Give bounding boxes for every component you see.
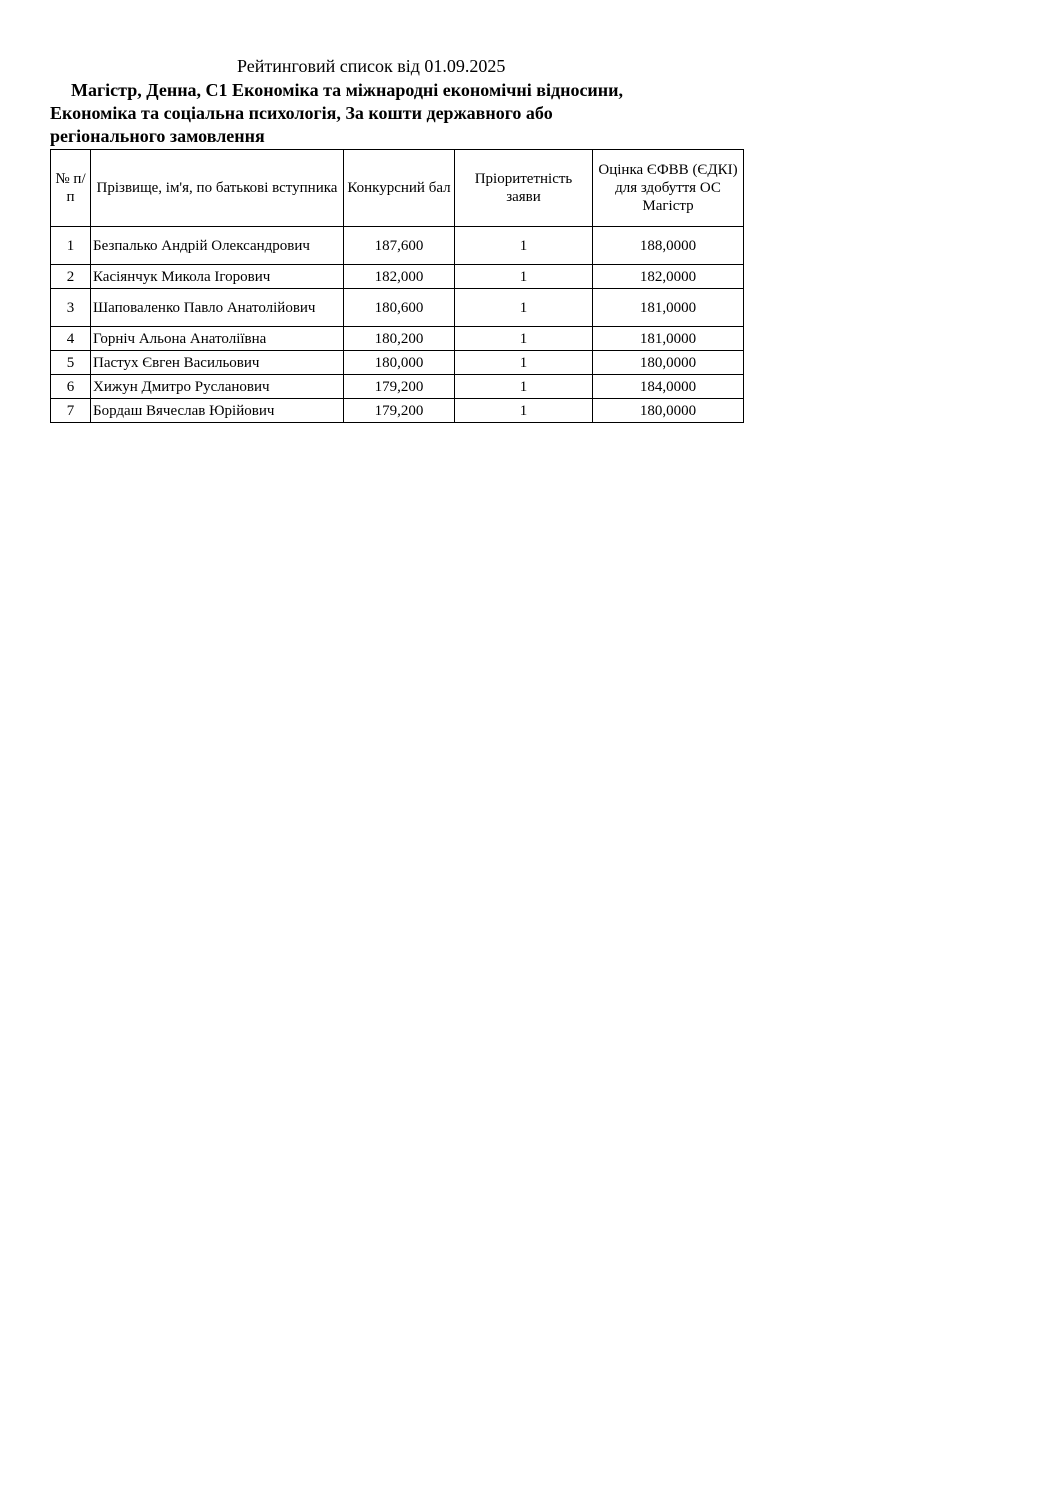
cell-competitive-score: 182,000 [344, 265, 455, 289]
rating-table [50, 149, 744, 423]
table-row [51, 375, 744, 399]
document-title: Рейтинговий список від 01.09.2025 [237, 56, 506, 76]
cell-full-name: Бордаш Вячеслав Юрійович [91, 399, 344, 423]
cell-full-name: Горніч Альона Анатоліївна [91, 327, 344, 351]
cell-priority: 1 [455, 351, 593, 375]
cell-evaluation: 180,0000 [593, 351, 744, 375]
cell-priority: 1 [455, 265, 593, 289]
header-full-name: Прізвище, ім'я, по батькові вступника [91, 150, 344, 227]
cell-number: 6 [51, 375, 91, 399]
header-competitive-score: Конкурсний бал [344, 150, 455, 227]
subtitle-line: Магістр, Денна, C1 Економіка та міжнародні економічні відносини, [71, 80, 624, 100]
header-number: № п/п [51, 150, 91, 227]
table-row [51, 399, 744, 423]
cell-full-name: Пастух Євген Васильович [91, 351, 344, 375]
cell-evaluation: 188,0000 [593, 227, 744, 265]
table-row [51, 265, 744, 289]
table-row [51, 289, 744, 327]
cell-number: 5 [51, 351, 91, 375]
table-header-row [51, 150, 744, 227]
cell-evaluation: 181,0000 [593, 289, 744, 327]
cell-priority: 1 [455, 227, 593, 265]
table-row [51, 227, 744, 265]
subtitle-line: Економіка та соціальна психологія, За кошти державного або [50, 103, 553, 123]
cell-full-name: Касіянчук Микола Ігорович [91, 265, 344, 289]
table-row [51, 327, 744, 351]
cell-evaluation: 180,0000 [593, 399, 744, 423]
cell-competitive-score: 187,600 [344, 227, 455, 265]
cell-priority: 1 [455, 327, 593, 351]
cell-evaluation: 184,0000 [593, 375, 744, 399]
header-exam-evaluation: Оцінка ЄФВВ (ЄДКІ) для здобуття ОС Магістр [593, 150, 744, 227]
cell-competitive-score: 179,200 [344, 399, 455, 423]
cell-priority: 1 [455, 375, 593, 399]
document-subtitle [50, 79, 750, 148]
cell-competitive-score: 180,600 [344, 289, 455, 327]
cell-competitive-score: 179,200 [344, 375, 455, 399]
cell-number: 2 [51, 265, 91, 289]
cell-competitive-score: 180,200 [344, 327, 455, 351]
table-row [51, 351, 744, 375]
cell-number: 1 [51, 227, 91, 265]
cell-number: 7 [51, 399, 91, 423]
cell-full-name: Безпалько Андрій Олександрович [91, 227, 344, 265]
subtitle-line: регіонального замовлення [50, 126, 265, 146]
cell-full-name: Шаповаленко Павло Анатолійович [91, 289, 344, 327]
cell-number: 4 [51, 327, 91, 351]
cell-priority: 1 [455, 289, 593, 327]
cell-evaluation: 182,0000 [593, 265, 744, 289]
cell-competitive-score: 180,000 [344, 351, 455, 375]
cell-number: 3 [51, 289, 91, 327]
cell-evaluation: 181,0000 [593, 327, 744, 351]
cell-priority: 1 [455, 399, 593, 423]
cell-full-name: Хижун Дмитро Русланович [91, 375, 344, 399]
header-application-priority: Пріоритетність заяви [455, 150, 593, 227]
